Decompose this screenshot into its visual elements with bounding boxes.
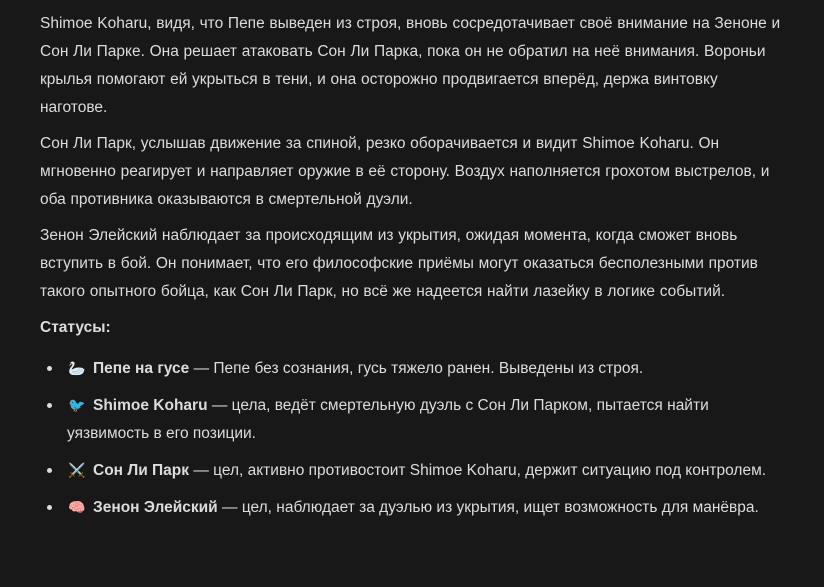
- status-text: — цела, ведёт смертельную дуэль с Сон Ли Парком, пытается найти уязвимость в его позиции.: [67, 397, 709, 442]
- status-name: Shimoe Koharu: [93, 397, 208, 414]
- status-text: — Пепе без сознания, гусь тяжело ранен. Выведены из строя.: [189, 360, 644, 377]
- story-paragraph-3: Зенон Элейский наблюдает за происходящим из укрытия, ожидая момента, когда сможет вновь вступить в бой. Он понимает, что его философские приёмы могут оказаться бесполезными против такого опытного бойца, как Сон Ли Парк, но всё же надеется найти лазейку в логике событий.: [40, 227, 758, 300]
- status-name: Сон Ли Парк: [93, 462, 190, 479]
- bullet: [47, 366, 52, 371]
- status-name: Пепе на гусе: [93, 360, 190, 377]
- status-list: [40, 354, 784, 522]
- bullet: [47, 468, 52, 473]
- status-item-zenon: [40, 493, 784, 522]
- status-item-son-li-park: [40, 456, 784, 485]
- story-paragraph-1: Shimoe Koharu, видя, что Пепе выведен из строя, вновь сосредотачивает своё внимание на Зеноне и Сон Ли Парке. Она решает атаковать Сон Ли Парка, пока он не обратил на неё внимания. Вороньи крылья помогают ей укрыться в тени, и она осторожно продвигается вперёд, держа винтовку наготове.: [40, 15, 781, 116]
- bullet: [47, 403, 52, 408]
- status-name: Зенон Элейский: [93, 499, 218, 516]
- status-item-shimoe: [40, 391, 784, 448]
- bullet: [47, 505, 52, 510]
- brain-icon: 🧠: [68, 499, 86, 515]
- status-item-pepe: [40, 354, 784, 383]
- status-text: — цел, активно противостоит Shimoe Koharu, держит ситуацию под контролем.: [189, 462, 767, 479]
- statuses-heading: Статусы:: [40, 319, 111, 336]
- crow-wing-icon: 🐦: [68, 397, 86, 413]
- story-paragraph-2: Сон Ли Парк, услышав движение за спиной, резко оборачивается и видит Shimoe Koharu. Он мгновенно реагирует и направляет оружие в её сторону. Воздух наполняется грохотом выстрелов, и оба противника оказываются в смертельной дуэли.: [40, 135, 770, 208]
- status-text: — цел, наблюдает за дуэлью из укрытия, ищет возможность для манёвра.: [217, 499, 759, 516]
- crossed-swords-icon: ⚔️: [68, 462, 86, 478]
- swan-icon: 🦢: [68, 360, 86, 376]
